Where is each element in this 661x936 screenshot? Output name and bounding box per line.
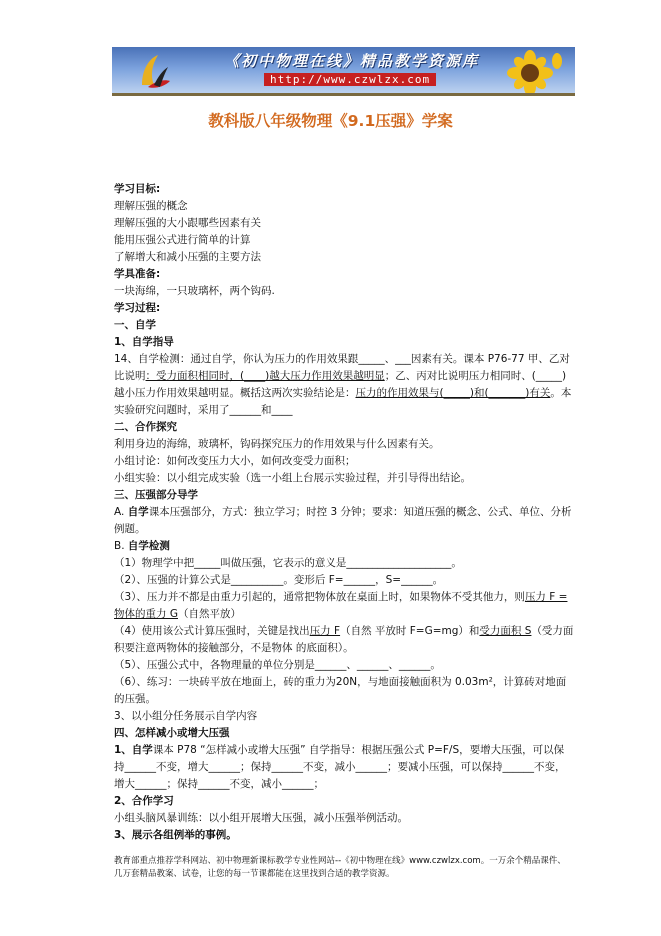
group-experiment: 小组实验：以小组完成实验（选一小组上台展示实验过程，并引导得出结论。 [114,472,471,484]
question-2: （2）、压强的计算公式是__________。变形后 F=______，S=______。 [114,574,444,586]
question-4: （4）使用该公式计算压强时，关键是找出压力 F（自然 平放时 F=G=mg）和受力面积 S（受力面积要注意两物体的接触部分，不是物体 的底面积）。 [114,625,574,654]
self-study-label: 1、自学 [114,744,153,756]
self-check-label: 自学检测 [127,540,170,552]
show-examples-heading: 3、展示各组例举的事例。 [114,829,237,841]
objective-item: 能用压强公式进行简单的计算 [114,234,251,246]
self-study-label: 自学 [127,506,149,518]
reduce-increase-paragraph: 1、自学课本 P78 “怎样减小或增大压强” 自学指导：根据压强公式 P=F/S，要增大压强，可以保持______不变，增大______；保持______不变，减小______；要减小压强，可以保持______不变，增大______；保持______不变，减小______； [114,744,566,790]
group-discussion: 小组讨论：如何改变压力大小，如何改变受力面积； [114,455,356,467]
self-check-heading [114,538,574,555]
banner-url[interactable]: http://www.czwlzx.com [264,73,436,86]
self-check-mid: ；乙、丙对比说明压力相同时、(_____)越小压力作用效果越明显 [114,370,567,399]
materials-text: 一块海绵，一只玻璃杯，两个钩码. [114,285,275,297]
section-heading: 二、合作探究 [114,421,177,433]
conclusion-1: ：受力面积相同时，(____)越大压力作用效果越明显 [145,370,385,382]
question-3: （3）、压力并不都是由重力引起的，通常把物体放在桌面上时，如果物体不受其他力，则压力 F = 物体的重力 G（自然平放） [114,591,568,620]
sunflower-icon [495,49,565,93]
item-prefix: A. [114,506,125,518]
materials-heading: 学具准备: [114,268,161,280]
explore-text: 利用身边的海绵，玻璃杯，钩码探究压力的作用效果与什么因素有关。 [114,438,440,450]
objective-item: 理解压强的大小跟哪些因素有关 [114,217,261,229]
question-1: （1）物理学中把_____叫做压强，它表示的意义是____________________。 [114,557,462,569]
cooperative-heading: 2、合作学习 [114,795,174,807]
item-prefix: B. [114,540,125,552]
header-banner [112,47,575,96]
section-heading: 三、压强部分导学 [114,489,198,501]
objectives-heading: 学习目标: [114,183,161,195]
self-check-end: 。本实验研究问题时，采用了______和____ [114,387,572,416]
process-heading: 学习过程: [114,302,161,314]
page-footer: 教育部重点推荐学科网站、初中物理新课标教学专业性网站--《初中物理在线》www.czwlzx.com。一万余个精品课件、几万套精品教案、试卷，让您的每一节课都能在这里找到合适的教学资源。 [114,856,566,879]
objective-item: 理解压强的概念 [114,200,188,212]
conclusion-2: 压力的作用效果与(_____)和(_______)有关 [355,387,551,399]
section-heading: 一、自学 [114,319,156,331]
section-heading: 四、怎样减小或增大压强 [114,727,230,739]
objective-item: 了解增大和减小压强的主要方法 [114,251,261,263]
pressure-force: 压力 F [309,625,341,637]
contact-area: 受力面积 S [479,625,532,637]
self-study-text: 课本压强部分，方式：独立学习；时控 3 分钟；要求：知道压强的概念、公式、单位、分析例题。 [114,506,572,535]
document-title: 教科版八年级物理《9.1压强》学案 [208,112,453,130]
pressure-equals-gravity: 压力 F = 物体的重力 G [114,591,568,620]
self-check-summary: 。概括这两次实验结论是： [229,387,356,399]
group-show-item: 3、以小组分任务展示自学内容 [114,710,258,722]
self-check-paragraph [114,351,574,419]
banner-title: 《初中物理在线》精品教学资源库 [224,52,480,70]
document-body [114,181,574,844]
question-6: （6）、练习：一块砖平放在地面上，砖的重力为20N，与地面接触面积为 0.03m²，计算砖对地面的压强。 [114,676,567,705]
self-study-item [114,504,574,538]
self-check-intro: 14、自学检测：通过自学，你认为压力的作用效果跟_____、___因素有关。课本 P76-77 甲、乙对比说明 [114,353,570,382]
brainstorm-text: 小组头脑风暴训练：以小组开展增大压强，减小压强举例活动。 [114,812,408,824]
subsection-heading: 1、自学指导 [114,336,174,348]
site-logo [134,51,174,91]
question-5: （5）、压强公式中，各物理量的单位分别是______、______、______。 [114,659,441,671]
